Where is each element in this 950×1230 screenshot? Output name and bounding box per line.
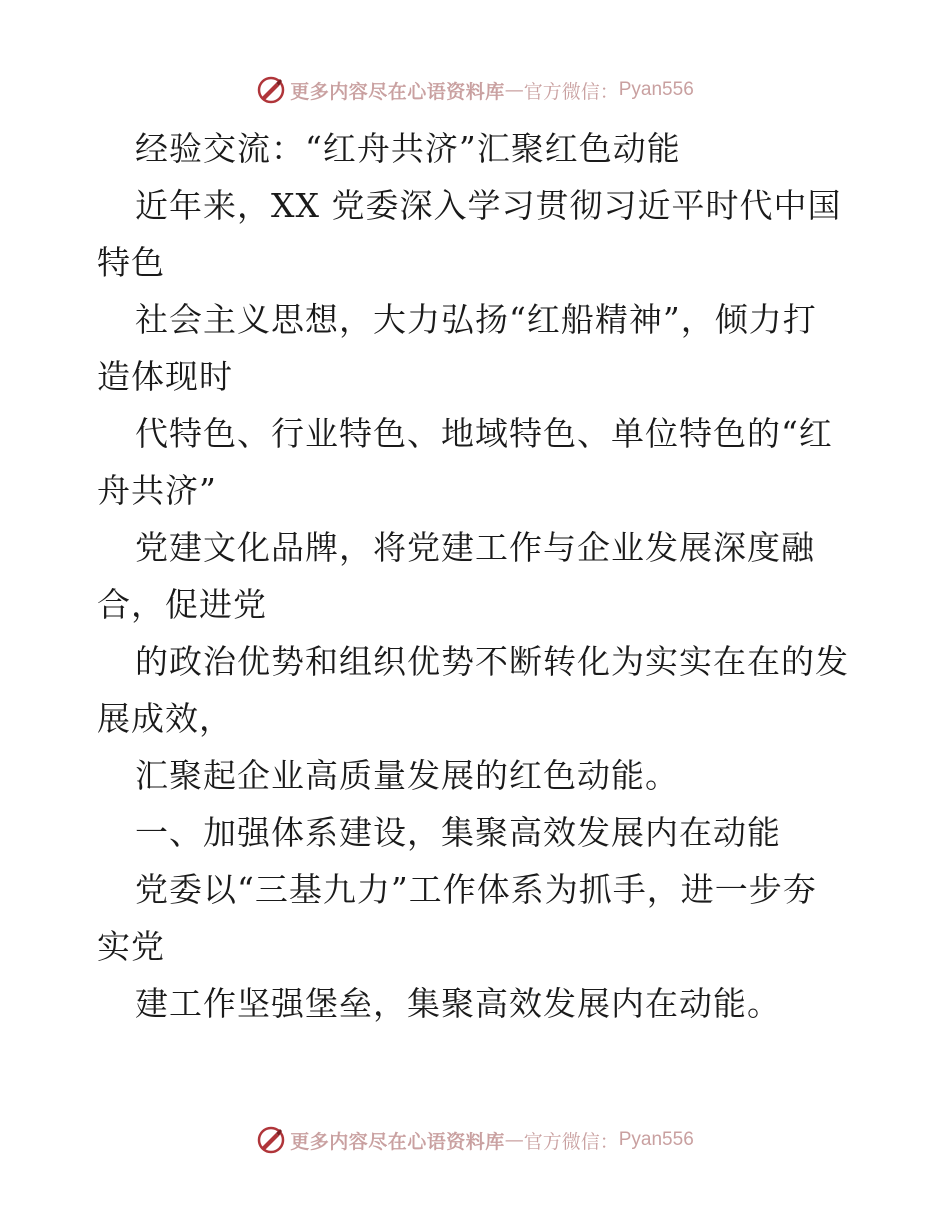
text-line: 造体现时 [97, 357, 233, 396]
text-line: 合，促进党 [97, 585, 267, 624]
watermark-official-label: 官方微信： [523, 80, 619, 103]
pen-logo-icon [256, 75, 286, 105]
watermark-separator: — [504, 79, 524, 101]
watermark-site-text: 更多内容尽在心语资料库 [290, 80, 505, 103]
document-body [97, 120, 857, 1032]
text-line: 近年来，XX 党委深入学习贯彻习近平时代中国 [135, 186, 842, 225]
text-line: 展成效， [97, 699, 233, 738]
text-line: 汇聚起企业高质量发展的红色动能。 [135, 756, 679, 795]
pen-logo-icon [256, 1125, 286, 1155]
text-line: 一、加强体系建设，集聚高效发展内在动能 [135, 813, 781, 852]
watermark-handle: Pyan556 [618, 79, 694, 100]
text-line: 党委以“三基九力”工作体系为抓手，进一步夯 [135, 870, 817, 909]
text-line: 舟共济” [97, 471, 217, 510]
watermark-handle: Pyan556 [618, 1129, 694, 1150]
text-line: 特色 [97, 243, 165, 282]
watermark-site-text: 更多内容尽在心语资料库 [290, 1130, 505, 1153]
text-line: 社会主义思想，大力弘扬“红船精神”，倾力打 [135, 300, 817, 339]
text-line: 的政治优势和组织优势不断转化为实实在在的发 [135, 642, 849, 681]
watermark-separator: — [504, 1129, 524, 1151]
text-line: 党建文化品牌，将党建工作与企业发展深度融 [135, 528, 815, 567]
watermark-official-label: 官方微信： [523, 1130, 619, 1153]
header-watermark [0, 70, 950, 110]
text-line: 实党 [97, 927, 165, 966]
text-line: 建工作坚强堡垒，集聚高效发展内在动能。 [135, 984, 781, 1023]
text-line: 代特色、行业特色、地域特色、单位特色的“红 [135, 414, 833, 453]
footer-watermark [0, 1120, 950, 1160]
text-line: 经验交流：“红舟共济”汇聚红色动能 [135, 129, 681, 168]
